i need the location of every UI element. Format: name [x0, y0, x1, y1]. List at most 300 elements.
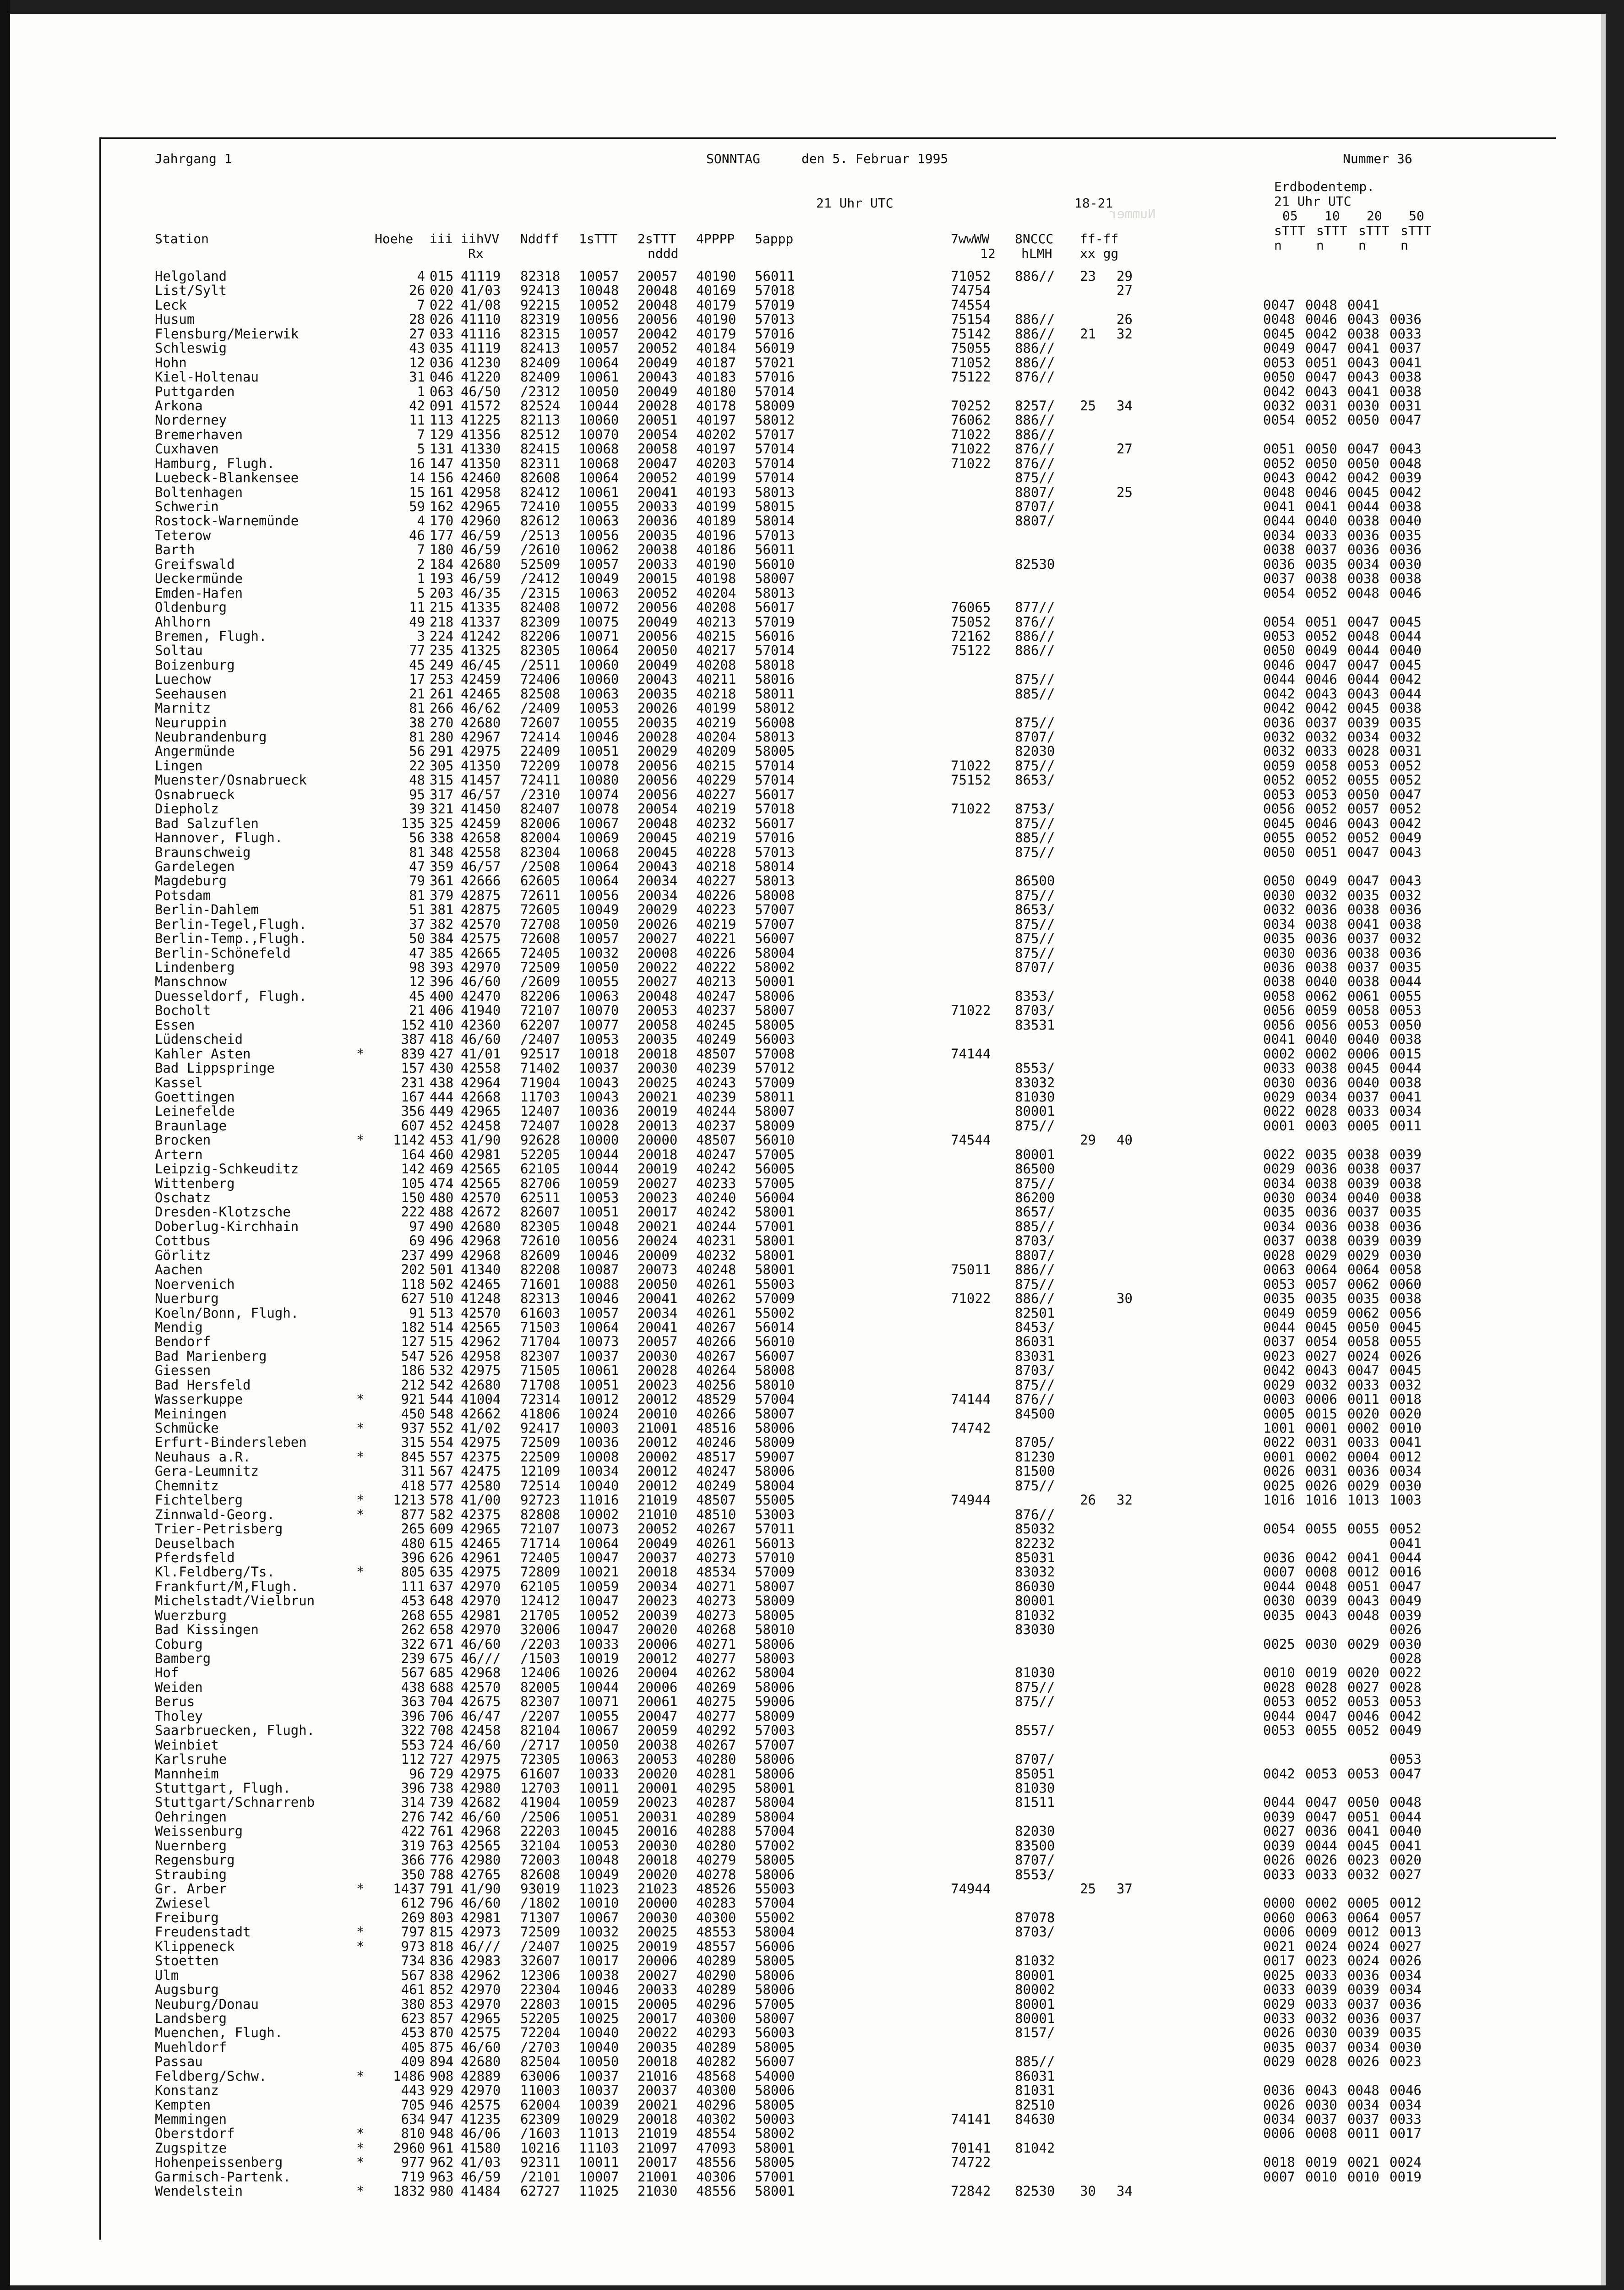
- group-temp: 10007: [579, 2170, 619, 2184]
- group-weather: 74754: [951, 284, 991, 298]
- soil-temp: 0018: [1390, 1392, 1422, 1407]
- group-iihvv: 42965: [461, 2012, 501, 2026]
- station-name: Ueckermünde: [155, 572, 243, 586]
- station-name: Luechow: [155, 672, 211, 687]
- group-pressure: 40289: [696, 1954, 736, 1968]
- elevation: 810: [375, 2126, 425, 2141]
- soil-temp: 0021: [1263, 1940, 1295, 1954]
- table-row: [155, 629, 1529, 643]
- elevation: 38: [375, 716, 425, 730]
- soil-temp: 0048: [1263, 312, 1295, 327]
- table-row: [155, 2083, 1529, 2098]
- group-temp: 10067: [579, 1723, 619, 1738]
- group-clouds: 8807/: [1015, 1249, 1055, 1263]
- station-number: 162: [430, 500, 453, 514]
- station-name: Neubrandenburg: [155, 730, 267, 744]
- station-name: Klippeneck: [155, 1940, 235, 1954]
- table-row: [155, 557, 1529, 572]
- group-tendency: 56010: [755, 1133, 795, 1147]
- elevation: 97: [375, 1220, 425, 1234]
- soil-temp: 0006: [1263, 2126, 1295, 2141]
- group-iihvv: 46/59: [461, 529, 501, 543]
- group-clouds: 8653/: [1015, 773, 1055, 787]
- station-name: Gardelegen: [155, 860, 235, 874]
- station-name: Meiningen: [155, 1407, 227, 1421]
- elevation: 547: [375, 1349, 425, 1363]
- group-nddff: 82608: [520, 471, 560, 485]
- soil-temp: 0034: [1305, 1090, 1337, 1104]
- group-clouds: 886//: [1015, 312, 1055, 327]
- station-name: Emden-Hafen: [155, 586, 243, 600]
- group-iihvv: 42465: [461, 687, 501, 701]
- group-temp: 10071: [579, 1695, 619, 1709]
- group-tendency: 58016: [755, 672, 795, 687]
- group-dewpoint: 20049: [638, 385, 677, 399]
- group-iihvv: 42570: [461, 1306, 501, 1320]
- soil-temp: 0021: [1347, 2155, 1379, 2170]
- group-dewpoint: 20034: [638, 1580, 677, 1594]
- soil-temp: 0034: [1347, 2040, 1379, 2055]
- group-iihvv: 42680: [461, 1378, 501, 1392]
- group-nddff: 72107: [520, 1522, 560, 1536]
- group-clouds: 81042: [1015, 2141, 1055, 2155]
- group-temp: 10049: [579, 903, 619, 917]
- group-tendency: 58006: [755, 1464, 795, 1478]
- group-weather: 74742: [951, 1421, 991, 1435]
- station-name: Flensburg/Meierwik: [155, 327, 299, 341]
- soil-temp: 0023: [1347, 1853, 1379, 1867]
- group-pressure: 40219: [696, 917, 736, 932]
- col-erd-utc: 21 Uhr UTC: [1274, 194, 1352, 209]
- elevation: 27: [375, 327, 425, 341]
- group-pressure: 40267: [696, 1522, 736, 1536]
- group-clouds: 81030: [1015, 1781, 1055, 1795]
- group-tendency: 58007: [755, 2012, 795, 2026]
- group-pressure: 40261: [696, 1537, 736, 1551]
- group-clouds: 85031: [1015, 1551, 1055, 1565]
- group-iihvv: 42975: [461, 1767, 501, 1781]
- station-number: 796: [430, 1896, 453, 1910]
- group-pressure: 40178: [696, 399, 736, 413]
- soil-temp: 0048: [1390, 457, 1422, 471]
- group-pressure: 40196: [696, 529, 736, 543]
- mountain-mark: *: [356, 1508, 364, 1522]
- soil-temp: 0044: [1390, 1551, 1422, 1565]
- station-number: 193: [430, 572, 453, 586]
- group-temp: 10068: [579, 442, 619, 456]
- group-temp: 10068: [579, 845, 619, 860]
- table-row: [155, 874, 1529, 888]
- soil-temp: 0041: [1390, 1839, 1422, 1853]
- soil-temp: 0044: [1263, 672, 1295, 687]
- elevation: 45: [375, 989, 425, 1003]
- station-number: 648: [430, 1594, 453, 1608]
- elevation: 81: [375, 889, 425, 903]
- group-temp: 10046: [579, 730, 619, 744]
- group-nddff: 10216: [520, 2141, 560, 2155]
- group-nddff: /1603: [520, 2126, 560, 2141]
- group-iihvv: 42680: [461, 1220, 501, 1234]
- group-clouds: 8353/: [1015, 989, 1055, 1003]
- station-number: 452: [430, 1119, 453, 1133]
- station-name: Coburg: [155, 1637, 203, 1652]
- station-number: 502: [430, 1277, 453, 1292]
- group-nddff: 82512: [520, 428, 560, 442]
- mountain-mark: *: [356, 2184, 364, 2198]
- group-clouds: 876//: [1015, 370, 1055, 384]
- group-pressure: 40227: [696, 788, 736, 802]
- soil-temp: 0050: [1390, 1018, 1422, 1032]
- group-tendency: 58013: [755, 586, 795, 600]
- station-number: 763: [430, 1839, 453, 1853]
- elevation: 5: [375, 586, 425, 600]
- table-row: [155, 399, 1529, 413]
- group-nddff: 12306: [520, 1968, 560, 1983]
- group-tendency: 57017: [755, 428, 795, 442]
- soil-temp: 0032: [1347, 1868, 1379, 1882]
- station-name: Konstanz: [155, 2083, 219, 2098]
- elevation: 50: [375, 932, 425, 946]
- table-row: [155, 1493, 1529, 1507]
- group-clouds: 875//: [1015, 1119, 1055, 1133]
- group-pressure: 40289: [696, 1810, 736, 1824]
- soil-temp: 0005: [1347, 1119, 1379, 1133]
- group-dewpoint: 20021: [638, 1090, 677, 1104]
- group-nddff: 71708: [520, 1378, 560, 1392]
- group-pressure: 40189: [696, 514, 736, 528]
- group-clouds: 83531: [1015, 1018, 1055, 1032]
- group-nddff: 82307: [520, 1695, 560, 1709]
- gust-2: 32: [1117, 1493, 1133, 1507]
- station-number: 552: [430, 1421, 453, 1435]
- soil-temp: 0032: [1305, 1378, 1337, 1392]
- group-pressure: 40204: [696, 586, 736, 600]
- group-temp: 10060: [579, 658, 619, 672]
- group-iihvv: 46///: [461, 1652, 501, 1666]
- group-dewpoint: 20059: [638, 1723, 677, 1738]
- group-pressure: 40282: [696, 2055, 736, 2069]
- group-weather: 74144: [951, 1392, 991, 1407]
- station-number: 430: [430, 1061, 453, 1075]
- group-dewpoint: 20049: [638, 1537, 677, 1551]
- elevation: 366: [375, 1853, 425, 1867]
- group-nddff: 82104: [520, 1723, 560, 1738]
- soil-temp: 0041: [1347, 298, 1379, 312]
- elevation: 48: [375, 773, 425, 787]
- group-tendency: 58012: [755, 701, 795, 715]
- soil-temp: 0038: [1305, 1234, 1337, 1248]
- group-iihvv: 42875: [461, 889, 501, 903]
- soil-temp: 0040: [1347, 1191, 1379, 1205]
- gust-1: 25: [1080, 1882, 1096, 1896]
- station-name: Zugspitze: [155, 2141, 227, 2155]
- station-name: Chemnitz: [155, 1479, 219, 1493]
- soil-temp: 0029: [1263, 1090, 1295, 1104]
- table-row: [155, 1983, 1529, 1997]
- group-nddff: 82305: [520, 643, 560, 658]
- elevation: 262: [375, 1623, 425, 1637]
- soil-temp: 0035: [1263, 2040, 1295, 2055]
- table-row: [155, 975, 1529, 989]
- group-pressure: 40247: [696, 1148, 736, 1162]
- col-t1: 1sTTT: [579, 232, 617, 246]
- station-name: Bremerhaven: [155, 428, 243, 442]
- group-nddff: /2412: [520, 572, 560, 586]
- group-nddff: 52205: [520, 1148, 560, 1162]
- col-n-10: n: [1316, 238, 1324, 253]
- group-clouds: 81500: [1015, 1464, 1055, 1478]
- elevation: 380: [375, 1997, 425, 2012]
- group-iihvv: 42967: [461, 730, 501, 744]
- group-temp: 10046: [579, 1292, 619, 1306]
- group-dewpoint: 20037: [638, 1551, 677, 1565]
- soil-temp: 0054: [1263, 586, 1295, 600]
- soil-temp: 0034: [1390, 1104, 1422, 1118]
- soil-temp: 0037: [1263, 572, 1295, 586]
- soil-temp: 0038: [1347, 1162, 1379, 1176]
- group-temp: 10078: [579, 759, 619, 773]
- station-number: 496: [430, 1234, 453, 1248]
- group-dewpoint: 20018: [638, 1148, 677, 1162]
- station-number: 215: [430, 600, 453, 615]
- group-pressure: 48510: [696, 1508, 736, 1522]
- col-18-21: 18-21: [1074, 196, 1113, 211]
- group-tendency: 54000: [755, 2069, 795, 2083]
- group-pressure: 40277: [696, 1709, 736, 1723]
- table-row: [155, 385, 1529, 399]
- group-dewpoint: 20012: [638, 1392, 677, 1407]
- group-iihvv: 42570: [461, 917, 501, 932]
- station-name: Ulm: [155, 1968, 179, 1983]
- elevation: 77: [375, 643, 425, 658]
- table-row: [155, 600, 1529, 615]
- station-name: Tholey: [155, 1709, 203, 1723]
- soil-temp: 0043: [1305, 687, 1337, 701]
- group-clouds: 86500: [1015, 1162, 1055, 1176]
- group-tendency: 58008: [755, 889, 795, 903]
- soil-temp: 0031: [1305, 1464, 1337, 1478]
- soil-temp: 0038: [1347, 1220, 1379, 1234]
- soil-temp: 0043: [1390, 845, 1422, 860]
- group-iihvv: 42970: [461, 1983, 501, 1997]
- group-clouds: 82030: [1015, 1824, 1055, 1838]
- group-temp: 10017: [579, 1954, 619, 1968]
- mountain-mark: *: [356, 1882, 364, 1896]
- group-nddff: /2717: [520, 1738, 560, 1752]
- col-nddff: Nddff: [520, 232, 559, 246]
- soil-temp: 0029: [1263, 1997, 1295, 2012]
- station-name: Neuhaus a.R.: [155, 1450, 251, 1464]
- station-number: 091: [430, 399, 453, 413]
- group-tendency: 56013: [755, 1537, 795, 1551]
- group-dewpoint: 20020: [638, 1767, 677, 1781]
- soil-temp: 0001: [1263, 1119, 1295, 1133]
- group-temp: 10056: [579, 529, 619, 543]
- group-tendency: 57004: [755, 1392, 795, 1407]
- group-nddff: 72605: [520, 903, 560, 917]
- soil-temp: 0046: [1390, 2083, 1422, 2098]
- table-row: [155, 428, 1529, 442]
- soil-temp: 0042: [1305, 701, 1337, 715]
- station-number: 427: [430, 1047, 453, 1061]
- table-row: [155, 1249, 1529, 1263]
- group-pressure: 40283: [696, 1896, 736, 1910]
- group-clouds: 886//: [1015, 413, 1055, 427]
- station-name: Lingen: [155, 759, 203, 773]
- group-dewpoint: 20018: [638, 2112, 677, 2126]
- group-clouds: 82501: [1015, 1306, 1055, 1320]
- elevation: 2: [375, 557, 425, 572]
- group-temp: 10010: [579, 1896, 619, 1910]
- station-name: Duesseldorf, Flugh.: [155, 989, 307, 1003]
- soil-temp: 0053: [1390, 1695, 1422, 1709]
- station-number: 554: [430, 1435, 453, 1450]
- group-weather: 71052: [951, 356, 991, 370]
- station-number: 688: [430, 1680, 453, 1695]
- group-temp: 10048: [579, 284, 619, 298]
- group-tendency: 58001: [755, 1249, 795, 1263]
- station-name: Greifswald: [155, 557, 235, 572]
- group-nddff: 72405: [520, 946, 560, 960]
- group-clouds: 81032: [1015, 1954, 1055, 1968]
- group-temp: 10056: [579, 1234, 619, 1248]
- group-nddff: 22803: [520, 1997, 560, 2012]
- soil-temp: 0056: [1263, 802, 1295, 816]
- mountain-mark: *: [356, 2141, 364, 2155]
- table-row: [155, 687, 1529, 701]
- soil-temp: 0052: [1347, 1723, 1379, 1738]
- group-pressure: 40215: [696, 759, 736, 773]
- soil-temp: 0055: [1305, 1522, 1337, 1536]
- mountain-mark: *: [356, 1392, 364, 1407]
- group-pressure: 40266: [696, 1407, 736, 1421]
- group-dewpoint: 20061: [638, 1695, 677, 1709]
- group-clouds: 8807/: [1015, 514, 1055, 528]
- group-dewpoint: 20019: [638, 1162, 677, 1176]
- col-depth-10: 10: [1324, 209, 1340, 224]
- soil-temp: 1001: [1263, 1421, 1295, 1435]
- group-pressure: 40273: [696, 1594, 736, 1608]
- station-name: Bendorf: [155, 1335, 211, 1349]
- soil-temp: 0041: [1390, 1537, 1422, 1551]
- group-temp: 10044: [579, 1148, 619, 1162]
- table-row: [155, 1940, 1529, 1954]
- soil-temp: 0038: [1390, 1177, 1422, 1191]
- group-temp: 10067: [579, 1911, 619, 1925]
- group-tendency: 56010: [755, 557, 795, 572]
- station-number: 706: [430, 1709, 453, 1723]
- table-row: [155, 1522, 1529, 1536]
- group-clouds: 8707/: [1015, 1752, 1055, 1767]
- station-number: 305: [430, 759, 453, 773]
- group-clouds: 876//: [1015, 1508, 1055, 1522]
- group-tendency: 58005: [755, 1853, 795, 1867]
- elevation: 47: [375, 946, 425, 960]
- group-tendency: 57014: [755, 759, 795, 773]
- group-dewpoint: 20012: [638, 1479, 677, 1493]
- soil-temp: 1016: [1263, 1493, 1295, 1507]
- col-iihvv: iihVV: [461, 232, 499, 246]
- soil-temp: 0050: [1263, 845, 1295, 860]
- group-iihvv: 42580: [461, 1479, 501, 1493]
- soil-temp: 0034: [1390, 1983, 1422, 1997]
- soil-temp: 0054: [1263, 413, 1295, 427]
- table-row: [155, 1407, 1529, 1421]
- table-row: [155, 759, 1529, 773]
- group-pressure: 40244: [696, 1104, 736, 1118]
- soil-temp: 0030: [1263, 889, 1295, 903]
- elevation: 7: [375, 543, 425, 557]
- soil-temp: 0036: [1263, 557, 1295, 572]
- soil-temp: 0038: [1347, 514, 1379, 528]
- group-tendency: 58007: [755, 1407, 795, 1421]
- soil-temp: 0053: [1347, 759, 1379, 773]
- soil-temp: 0039: [1305, 1594, 1337, 1608]
- soil-temp: 0033: [1305, 744, 1337, 758]
- group-nddff: 32104: [520, 1839, 560, 1853]
- group-temp: 10048: [579, 1220, 619, 1234]
- group-tendency: 58006: [755, 1752, 795, 1767]
- group-dewpoint: 20028: [638, 1363, 677, 1378]
- group-dewpoint: 20043: [638, 672, 677, 687]
- station-name: Giessen: [155, 1363, 211, 1378]
- table-row: [155, 802, 1529, 816]
- station-name: Trier-Petrisberg: [155, 1522, 283, 1536]
- group-tendency: 58009: [755, 1594, 795, 1608]
- soil-temp: 0056: [1263, 1018, 1295, 1032]
- elevation: 105: [375, 1177, 425, 1191]
- group-temp: 10064: [579, 643, 619, 658]
- group-tendency: 58013: [755, 730, 795, 744]
- group-weather: 71022: [951, 428, 991, 442]
- table-row: [155, 1061, 1529, 1075]
- group-weather: 74144: [951, 1047, 991, 1061]
- station-number: 894: [430, 2055, 453, 2069]
- col-nh: 8NCCC: [1015, 232, 1053, 246]
- station-name: Gera-Leumnitz: [155, 1464, 259, 1478]
- table-row: [155, 1637, 1529, 1652]
- soil-temp: 0043: [1347, 312, 1379, 327]
- group-dewpoint: 20017: [638, 2155, 677, 2170]
- group-dewpoint: 21019: [638, 1493, 677, 1507]
- soil-temp: 0033: [1347, 1435, 1379, 1450]
- station-name: Schwerin: [155, 500, 219, 514]
- mountain-mark: *: [356, 1925, 364, 1939]
- station-number: 501: [430, 1263, 453, 1277]
- group-iihvv: 42680: [461, 557, 501, 572]
- soil-temp: 0043: [1347, 817, 1379, 831]
- group-iihvv: 42964: [461, 1076, 501, 1090]
- soil-temp: 0042: [1390, 672, 1422, 687]
- group-iihvv: 42470: [461, 989, 501, 1003]
- group-iihvv: 41248: [461, 1292, 501, 1306]
- group-tendency: 53003: [755, 1508, 795, 1522]
- soil-temp: 0046: [1347, 1709, 1379, 1723]
- soil-temp: 0057: [1390, 1911, 1422, 1925]
- group-tendency: 56010: [755, 1335, 795, 1349]
- elevation: 152: [375, 1018, 425, 1032]
- soil-temp: 0047: [1305, 1709, 1337, 1723]
- table-row: [155, 889, 1529, 903]
- group-iihvv: 41119: [461, 269, 501, 284]
- station-name: Oldenburg: [155, 600, 227, 615]
- table-row: [155, 1896, 1529, 1910]
- group-pressure: 40300: [696, 2083, 736, 2098]
- soil-temp: 0030: [1305, 2026, 1337, 2040]
- elevation: 46: [375, 529, 425, 543]
- group-nddff: 72809: [520, 1565, 560, 1579]
- station-number: 015: [430, 269, 453, 284]
